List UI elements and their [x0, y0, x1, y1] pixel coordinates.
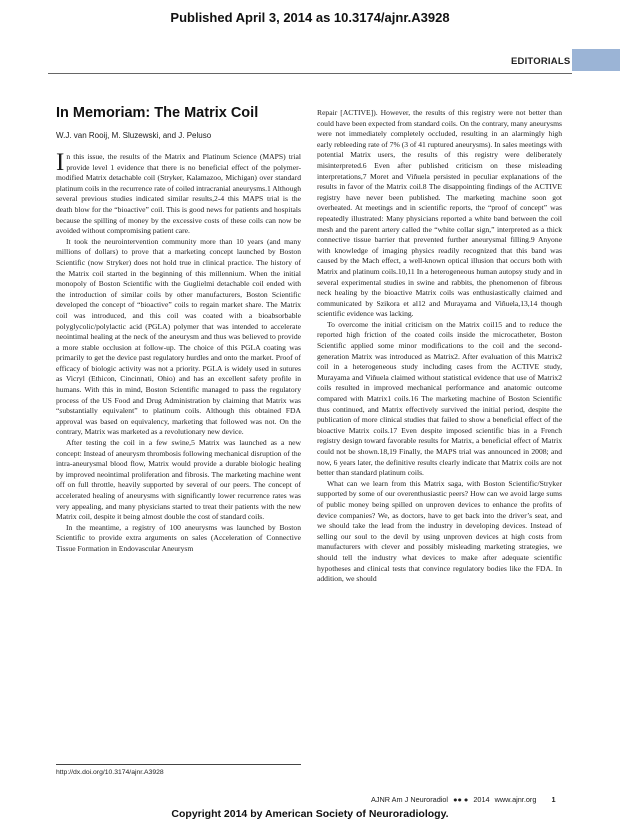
footnote-divider — [56, 764, 301, 765]
header-divider — [48, 73, 572, 74]
left-column — [56, 152, 301, 752]
paragraph: After testing the coil in a few swine,5 Matrix was launched as a new concept: Instead of aneurysm thrombosis following mechanical disruption of the intra-aneurysmal blood flow, Matrix would provide a durable biologic healing by improved neointimal proliferation and fibrosis. The marketing machine went off on full throttle, heavily supported by several of our peers. The concept of accelerated healing of aneurysms with significantly lower recurrence rates was very appealing, and many physicians started to treat their patients with the new Matrix coil, despite it being almost double the cost of standard coils. — [56, 438, 301, 522]
footer-year: 2014 — [473, 795, 490, 804]
paragraph: It took the neurointervention community more than 10 years (and many millions of dollars) to prove that a marketing concept launched by Boston Scientific (now Stryker) does not hold true in clinical practice. The history of the Matrix coil started in the beginning of this millennium. When the initial monopoly of Boston Scientific with the Guglielmi detachable coil ended with the introduction of similar coils by other manufacturers, Boston Scientific developed the concept of “bioactive” coils to regain market share. The Matrix coil was introduced, and this coil was coated with a bioabsorbable polyglycolic/polylactic acid (PGLA) polymer that was intended to accelerate neointimal healing at the neck of the aneurysm and thus was believed to provide a more stable occlusion at follow-up. The choice of this PGLA coating was primarily to get the device past regulatory hurdles and onto the market. Proof of efficacy of biologic activity was not a priority. PGLA is widely used in sutures as Vicryl (Ethicon, Cincinnati, Ohio) and has an excellent safety profile in humans. With this in mind, Boston Scientific managed to pass the regulatory process of the US Food and Drug Administration by claiming that Matrix was “substantially equivalent” to platinum coils. Although this obtained FDA approval was based on equivalency, marketing that followed was not. On the contrary, Matrix was marketed as a revolutionary new device. — [56, 236, 301, 437]
paragraph-text: n this issue, the results of the Matrix and Platinum Science (MAPS) trial provide level 1 evidence that there is no beneficial effect of the polymer-modified Matrix detachable coil (Stryker, Kalamazoo, Michigan) over standard platinum coils in the recurrence rate of coiled intracranial aneurysms.1 Although several previous studies indicated similar results,2-4 this MAPS trial is the death blow for the “bioactive” coil. This is good news for patients and hospitals because the spilling of money by the excessive costs of these coils can now be avoided without compromising patient care. — [56, 152, 301, 236]
article-authors: W.J. van Rooij, M. Sluzewski, and J. Peluso — [56, 131, 212, 140]
article-title: In Memoriam: The Matrix Coil — [56, 105, 259, 121]
paragraph: To overcome the initial criticism on the Matrix coil15 and to reduce the reported high friction of the coated coils inside the microcatheter, Boston Scientific applied some minor modifications to the coil and the second-generation Matrix was introduced as Matrix2. After evaluation of this Matrix2 coil in a heterogeneous study including cases from the ACTIVE study, Murayama and Viñuela claimed without statistical evidence that use of Matrix2 coils resulted in improved mechanical performance and anatomic outcome compared with Matrix1 coils.16 The marketing machine of Boston Scientific thus continued, and Matrix effectively survived the initial period, despite the publication of more clinical studies that failed to show a beneficial effect of the bioactive Matrix coils.17 Even despite imposed scientific bias in a French registry design toward favorable results for Matrix, a beneficial effect of Matrix could not be shown.18,19 Finally, the MAPS trial was announced in 2008; and now, 6 years later, the definitive results clearly indicate that Matrix coils are not better than standard platinum coils. — [317, 319, 562, 478]
section-color-tab — [572, 49, 620, 71]
paragraph: What can we learn from this Matrix saga, with Boston Scientific/Stryker supported by some of our overenthusiastic peers? How can we avoid large sums of public money being spilled on unproven devices to enhance the profits of device companies? We, as doctors, have to get back into the driver’s seat, and we should take the lead from the industry in developing devices. Instead of selling our soul to the devil by using unproven devices at high costs from manufacturers with clever and possibly misleading marketing strategies, we should tell the industry what devices to make after adequate scientific hypotheses and clinical tests that convince regulatory bodies like the FDA. In addition, we should — [317, 478, 562, 584]
page-footer — [371, 795, 559, 804]
page-number: 1 — [551, 795, 556, 804]
issue-marks: ●● ● — [453, 795, 471, 804]
paragraph — [56, 152, 301, 237]
journal-name: AJNR Am J Neuroradiol — [371, 795, 449, 804]
section-label: EDITORIALS — [511, 56, 571, 67]
journal-site-link[interactable]: www.ajnr.org — [494, 795, 537, 804]
published-banner: Published April 3, 2014 as 10.3174/ajnr.A3928 — [170, 10, 450, 25]
copyright-notice: Copyright 2014 by American Society of Neuroradiology. — [171, 808, 449, 820]
doi-link[interactable]: http://dx.doi.org/10.3174/ajnr.A3928 — [56, 769, 164, 776]
right-column — [317, 108, 562, 782]
paragraph: Repair [ACTIVE]). However, the results of this registry were not better than could have been expected from standard coils. On the contrary, many aneurysms were not immediately completely occluded, resulting in an alarmingly high early rebleeding rate of 7% (3 of 41 ruptured aneurysms). In sales meetings with potential Matrix users, the results of this registry were deliberately misinterpreted.6 Even after published criticism on these misleading interpretations,7 Moret and Viñuela persisted in peculiar explanations of the results in favor of the Matrix coil.8 The disappointing findings of the ACTIVE registry have never been published. The marketing machine soon got overheated. At meetings and in scientific reports, the “proof of concept” was repeatedly illustrated: Many physicians reported a white band between the coil mesh and the parent artery called the “white collar sign,” interpreted as a thick connective tissue barrier that prevented further aneurysmal filling.9 Anyone with knowledge of imaging physics readily recognized that this band was caused by the Mach effect, a well-known optical illusion that occurs both with Matrix and platinum coils.10,11 In a heterogeneous human autopsy study and in several experimental studies in swine and rabbits, the phenomenon of fibrous neck healing by the bioactive Matrix coils was enthusiastically claimed and communicated by Szikora et al12 and Murayama and Viñuela,13,14 though scientific evidence was lacking. — [317, 108, 562, 319]
drop-cap: I — [56, 152, 65, 176]
paragraph: In the meantime, a registry of 100 aneurysms was launched by Boston Scientific to provide extra arguments on sales (Acceleration of Connective Tissue Formation in Endovascular Aneurysm — [56, 522, 301, 553]
